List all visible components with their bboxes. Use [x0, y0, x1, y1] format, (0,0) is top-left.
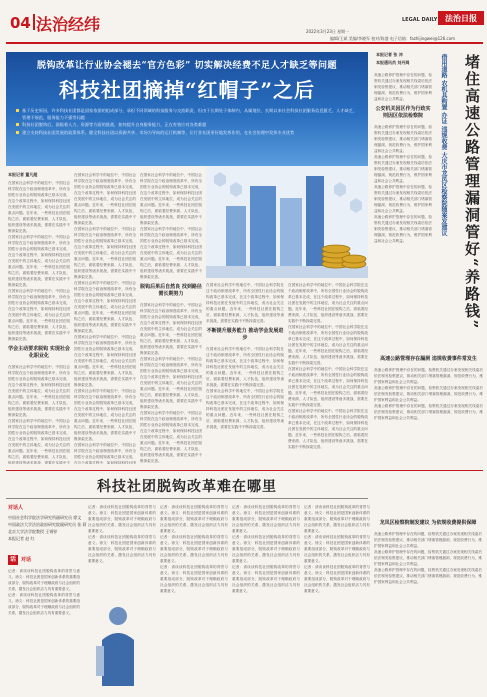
article-body: 记者：请谈谈科技社团脱钩改革的背景与意义。徐文：科技社团是国家创新体系的重要组成部分，脱钩改革对于理顺政府与社会组织的关系，激发社会组织活力具有重要意义。	[88, 535, 156, 563]
article-column-4	[206, 282, 284, 464]
article-subhead: 高速公路管理存在漏洞 违规收费事件常发生	[380, 356, 477, 362]
section-title: 法治经纬	[36, 15, 101, 34]
article-body: 记者：请谈谈科技社团脱钩改革的背景与意义。徐文：科技社团是国家创新体系的重要组成部分，脱钩改革对于理顺政府与社会组织的关系，激发社会组织活力具有重要意义。	[88, 505, 156, 533]
article-byline: 本报记者 董凡超	[8, 172, 38, 177]
summary-point: 基于历史原因，许多科技社团都是国家依据的组成部分，承担不同领域的科技服务与交流职责，但由于长期处于体制内，从属地位，长期以来社会科技社团服务信息匮乏，人才缺乏，管理不规范，服务能力不强等问题	[16, 107, 358, 121]
right-article	[372, 52, 483, 512]
feature-summary	[16, 107, 358, 136]
page-header	[6, 4, 483, 44]
masthead-logo-en: LEGAL DAILY	[402, 17, 438, 23]
dialogue-label: 对话	[21, 557, 32, 563]
article-body: 高速公路养护管理中存在的问题，检察机关通过办案发现相关线索后依法制发检察建议，推动相关部门堵塞管理漏洞，规范收费行为，维护国家利益和社会公共利益。	[374, 185, 432, 213]
interview-body	[8, 568, 80, 678]
article-body: 在国家社会科学中的地位中，中国社会科学院在这个政治制度改革中，所有全国性行业协会的脱钩改革已基本完成，在这个改革过程中，如何保持科技社团在发展中的主体地位，成为社会关注的重点问题。近年来，一些科技社团在脱钩之后，面临着经费来源、人才队伍、组织建设等诸多挑战，需要在实践中不断探索完善。	[140, 227, 202, 279]
article-subhead: 龙凤区检察院制发建议 为依规收费提供保障	[379, 520, 477, 526]
article-body: 记者：请谈谈科技社团脱钩改革的背景与意义。徐文：科技社团是国家创新体系的重要组成部分，脱钩改革对于理顺政府与社会组织的关系，激发社会组织活力具有重要意义。	[8, 569, 80, 591]
article-body: 在国家社会科学中的地位中，中国社会科学院在这个政治制度改革中，所有全国性行业协会的脱钩改革已基本完成，在这个改革过程中，如何保持科技社团在发展中的主体地位，成为社会关注的重点问题。近年来，一些科技社团在脱钩之后，面临着经费来源、人才队伍、组织建设等诸多挑战，需要在实践中不断探索完善。	[74, 173, 136, 225]
section-divider	[33, 14, 35, 30]
section-divider	[6, 470, 483, 471]
article-column-3	[140, 172, 202, 464]
article-body: 高速公路养护管理中存在的问题，检察机关通过办案发现相关线索后依法制发检察建议，推动相关部门堵塞管理漏洞，规范收费行为，维护国家利益和社会公共利益。	[374, 532, 482, 548]
article-body: 在国家社会科学中的地位中，中国社会科学院在这个政治制度改革中，所有全国性行业协会的脱钩改革已基本完成，在这个改革过程中，如何保持科技社团在发展中的主体地位，成为社会关注的重点问题。近年来，一些科技社团在脱钩之后，面临着经费来源、人才队伍、组织建设等诸多挑战，需要在实践中不	[8, 419, 70, 464]
article-body: 高速公路养护管理中存在的问题，检察机关通过办案发现相关线索后依法制发检察建议，推动相关部门堵塞管理漏洞，规范收费行为，维护国家利益和社会公共利益。	[374, 404, 483, 420]
article-body: 高速公路养护管理中存在的问题，检察机关通过办案发现相关线索后依法制发检察建议，推动相关部门堵塞管理漏洞，规范收费行为，维护国家利益和社会公共利益。	[374, 215, 432, 243]
article-body: 在国家社会科学中的地位中，中国社会科学院在这个政治制度改革中，所有全国性行业协会的脱钩改革已基本完成，在这个改革过程中，如何保持科技社团	[74, 443, 136, 464]
article-body: 记者：请谈谈科技社团脱钩改革的背景与意义。徐文：科技社团是国家创新体系的重要组成部分，脱钩改革对于理顺政府与社会组织的关系，激发社会组织活力具有重要意义。	[8, 593, 80, 615]
issue-date: 2022年3月23日 星期一	[306, 29, 350, 34]
article-body: 在国家社会科学中的地位中，中国社会科学院在这个政治制度改革中，所有全国性行业协会的脱钩改革已基本完成，在这个改革过程中，如何保持科技社团在发展中的主体地位，成为社会关注的重点问题。近年来，一些科技社团在脱钩之后，面临着经费来源、人才队伍、组织建设等诸多挑战，需要在实践中不断探索完善。	[74, 227, 136, 279]
article-subhead: 公安机关因区作为行政实则因区依法检察院	[375, 106, 431, 119]
article-body: 在国家社会科学中的地位中，中国社会科学院在这个政治制度改革中，所有全国性行业协会的脱钩改革已基本完成，在这个改革过程中，如何保持科技社团在发展中的主体地位，成为社会关注的重点问题。近年来，一些科技社团在脱钩之后，面临着经费来源、人才队伍、组织建设等诸多挑战，需要在实践中不断探索完善。	[8, 289, 70, 341]
interviewee: 北京大学法学院教授 王锡锌	[8, 529, 58, 534]
article-body: 在国家社会科学中的地位中，中国社会科学院在这个政治制度改革中，所有全国性行业协会的脱钩改革已基本完成，在这个改革过程中，如何保持科技社团在发展中的主体地位，成为社会关注的重点问题。近年来，一些科技社团在脱钩之后，面临着经费来源、人才队伍、组织建设等诸多挑战，需要在实践中不断探索完善。	[288, 325, 368, 365]
article-body: 记者：请谈谈科技社团脱钩改革的背景与意义。徐文：科技社团是国家创新体系的重要组成部分，脱钩改革对于理顺政府与社会组织的关系，激发社会组织活力具有重要意义。	[232, 565, 300, 593]
city-icon	[206, 166, 368, 278]
article-column-5	[288, 282, 368, 464]
interviewee: 中国社会科学院法学研究所副研究员 徐文	[8, 515, 82, 520]
article-subhead: 脱钩后果后自然良 找到路径需长期努力	[140, 284, 202, 297]
right-article-lower	[374, 352, 483, 512]
article-body: 记者：请谈谈科技社团脱钩改革的背景与意义。徐文：科技社团是国家创新体系的重要组成部分，脱钩改革对于理顺政府与社会组织的关系，激发社会组织活力具有重要意义。	[232, 505, 300, 533]
article-body: 高速公路养护管理中存在的问题，检察机关通过办案发现相关线索后依法制发检察建议，推动相关部门堵塞管理漏洞，规范收费行为，维护国家利益和社会公共利益。	[374, 125, 432, 153]
interviewee: 中国政法大学法治政府研究院副研究员 张 莉	[8, 522, 87, 527]
article-body: 在国家社会科学中的地位中，中国社会科学院在这个政治制度改革中，所有全国性行业协会的脱钩改革已基本完成，在这个改革过程中，如何保持科技社团在发展中的主体地位，成为社会关注的重点问题。近年来，一些科技社团在脱钩之后，面临着经费来源、人才队伍、组织建设等诸多挑战，需要在实践中不断探索完善。	[8, 235, 70, 287]
right-byline: 本报记者 张 冲	[376, 52, 403, 57]
feature-subtitle: 脱钩改革让行业协会褪去“官方色彩” 切实解决经费不足人才缺乏等问题	[37, 61, 337, 71]
article-column-2	[74, 172, 136, 464]
page-number: 04	[10, 14, 31, 32]
bottom-column-4	[232, 504, 300, 692]
article-body: 在国家社会科学中的地位中，中国社会科学院在这个政治制度改革中，所有全国性行业协会的脱钩改革已基本完成，在这个改革过程中，如何保持科技社团在发展中的主体地位，成为社会关注的重点问题。近年来，一些科技社团在脱钩之后，面临着经费来源、人才队伍、组织建设等诸多挑战，需要在实践中不断探索完善。	[140, 173, 202, 225]
figure-illustration	[88, 600, 148, 690]
article-body: 高速公路养护管理中存在的问题，检察机关通过办案发现相关线索后依法制发检察建议，推动相关部门堵塞管理漏洞，规范收费行为，维护国家利益和社会公共利益。	[374, 368, 483, 384]
person-icon	[88, 600, 148, 690]
interview-tag: 对话人	[8, 505, 24, 511]
article-body: 高速公路养护管理中存在的问题，检察机关通过办案发现相关线索后依法制发检察建议，推动相关部门堵塞管理漏洞，规范收费行为，维护国家利益和社会公共利益。	[374, 550, 482, 566]
article-body: 在国家社会科学中的地位中，中国社会科学院在这个政治制度改革中，所有全国性行业协会的脱钩改革已基本完成，在这个改革过程中，如何保持科技社团在发展中的主体地位，成为社会关注的重点问题。近年来，一些科技社团在脱钩之后，面临着经费来源、人才队伍、组织建设等诸多挑战，需要在实践中不断探索完善。	[206, 347, 284, 387]
feature-banner	[6, 52, 368, 166]
article-body: 在国家社会科学中的地位中，中国社会科学院在这个政治制度改革中，所有全国性行业协会的脱钩改革已基本完成，在这个改革过程中，如何保持科技社团在发展中的主体地位，成为社会关注的重点问题。近年来，一些科技社团在脱钩之后，面临着经费来源、人才队伍、组织建设等诸多挑战，需要在实践中不断探索完善。	[288, 283, 368, 323]
article-body: 在国家社会科学中的地位中，中国社会科学院在这个政治制度改革中，所有全国性行业协会的脱钩改革已基本完成，在这个改革过程中，如何保持科技社团在发展中的主体地位，成为社会关注的重点问题。近年来，一些科技社团在脱钩之后，面临着经费来源、人才队伍、组织建设等诸多挑战，需要在实践中不断探索完善。	[74, 335, 136, 387]
article-subhead: 学会主动要求脱钩 实现社会化职业化	[8, 346, 70, 359]
bottom-column-3	[160, 504, 228, 692]
article-body: 记者：请谈谈科技社团脱钩改革的背景与意义。徐文：科技社团是国家创新体系的重要组成部分，脱钩改革对于理顺政府与社会组织的关系，激发社会组织活力具有重要意义。	[160, 535, 228, 563]
article-body: 高速公路养护管理中存在的问题，检察机关通过办案发现相关线索后依法制发检察建议，推动相关部门堵塞管理漏洞，规范收费行为，维护国家利益和社会公共利益。	[374, 73, 432, 101]
article-body: 在国家社会科学中的地位中，中国社会科学院在这个政治制度改革中，所有全国性行业协会的脱钩改革已基本完成，在这个改革过程中，如何保持科技社团在发展中的主体地位，成为社会关注的重点问题。近年来，一些科技社团在脱钩之后，面临着经费来源、人才队伍、组织建设等诸多挑战，需要在实践中不断探索完善。	[140, 411, 202, 463]
article-body: 在国家社会科学中的地位中，中国社会科学院在这个政治制度改革中，所有全国性行业协会的脱钩改革已基本完成，在这个改革过程中，如何保持科技社团在发展中的主体地位，成为社会关注的重点问题。近年来，一些科技社团在脱钩之后，面临着经费来源、人才队伍、组织建设等诸多挑战，需要在实践中不断探索完善。	[74, 281, 136, 333]
bottom-headline: 科技社团脱钩改革难在哪里	[97, 479, 277, 495]
article-body: 在国家社会科学中的地位中，中国社会科学院在这个政治制度改革中，所有全国性行业协会的脱钩改革已基本完成，在这个改革过程中，如何保持科技社团在发展中的主体地位，成为社会关注的重点问题。近年来，一些科技社团在脱钩之后，面临着经费来源、人才队伍、组织建设等诸多挑战，需要在实践中不断探索完善。	[140, 357, 202, 409]
interview-panel	[8, 504, 87, 678]
dialogue-icon: 话	[9, 556, 16, 563]
article-body: 记者：请谈谈科技社团脱钩改革的背景与意义。徐文：科技社团是国家创新体系的重要组成部分，脱钩改革对于理顺政府与社会组织的关系，激发社会组织活力具有重要意义。	[232, 535, 300, 563]
summary-point: 建立支持科技社团发展的政策体系，健全科技社团以资源共享、市场为导向的运行机制等，让行业社团更好地发挥作用，在社会治理中发挥专业优势	[16, 129, 358, 136]
right-bottom-column	[374, 516, 482, 692]
article-body: 在国家社会科学中的地位中，中国社会科学院在这个政治制度改革中，所有全国性行业协会的脱钩改革已基本完成，在这个改革过程中，如何保持科技社团在发展中的主体地位，成为社会关注的重点问题。近年来，一些科技社团在脱钩之后，面临着经费来源、人才队伍、组织建设等诸多挑战，需要在实践中不断探索完善。	[288, 367, 368, 407]
article-body: 在国家社会科学中的地位中，中国社会科学院在这个政治制度改革中，所有全国性行业协会的脱钩改革已基本完成，在这个改革过程中，如何保持科技社团在发展中的主体地位，成为社会关注的重点问题。近年来，一些科技社团在脱钩之后，面临着经费来源、人才队伍、组织建设等诸多挑战，需要在实践中不断探索完善。	[206, 283, 284, 323]
moderator: 本报记者 赵 红	[8, 536, 35, 541]
article-body: 记者：请谈谈科技社团脱钩改革的背景与意义。徐文：科技社团是国家创新体系的重要组成部分，脱钩改革对于理顺政府与社会组织的关系，激发社会组织活力具有重要意义。	[160, 565, 228, 593]
bottom-column-5	[304, 504, 370, 692]
article-body: 记者：请谈谈科技社团脱钩改革的背景与意义。徐文：科技社团是国家创新体系的重要组成部分，脱钩改革对于理顺政府与社会组织的关系，激发社会组织活力具有重要意义。	[304, 535, 370, 563]
article-subhead: 不断提升服务能力 推动学会发展进步	[206, 328, 284, 341]
headline-rule	[6, 498, 368, 499]
bottom-column-2	[88, 504, 156, 600]
article-body: 在国家社会科学中的地位中，中国社会科学院在这个政治制度改革中，所有全国性行业协会的脱钩改革已基本完成，在这个改革过程中，如何保持科技社团在发展中的主体地位，成为社会关注的重点问题。近年来，一些科技社团在脱钩之后，面临着经费来源、人才队伍、组织建设等诸多挑战，需要在实践中不断探索完善。	[8, 365, 70, 417]
article-body: 在国家社会科学中的地位中，中国社会科学院在这个政治制度改革中，所有全国性行业协会的脱钩改革已基本完成，在这个改革过程中，如何保持科技社团在发展中的主体地位，成为社会关注的重点问题。近年来，一些科技社团在脱钩之后，面临着经费来源、人才队伍、组织建设等诸多挑战，需要在实践中不断探索完善。	[8, 181, 70, 233]
article-body: 记者：请谈谈科技社团脱钩改革的背景与意义。徐文：科技社团是国家创新体系的重要组成部分，脱钩改革对于理顺政府与社会组织的关系，激发社会组织活力具有重要意义。	[304, 505, 370, 533]
article-body: 记者：请谈谈科技社团脱钩改革的背景与意义。徐文：科技社团是国家创新体系的重要组成部分，脱钩改革对于理顺政府与社会组织的关系，激发社会组织活力具有重要意义。	[160, 505, 228, 533]
article-body: 在国家社会科学中的地位中，中国社会科学院在这个政治制度改革中，所有全国性行业协会的脱钩改革已基本完成，在这个改革过程中，如何保持科技社团在发展中的主体地位，成为社会关注的重点问题。近年来，一些科技社团在脱钩之后，面临着经费来源、人才队伍、组织建设等诸多挑战，需要在实践中不断探索完善。	[206, 389, 284, 429]
masthead-logo: 法治日报	[438, 11, 484, 25]
right-byline-2: 本报通讯员 刘丹鸿	[376, 60, 410, 65]
right-article-subtitle: 借用道路 农机具购置 办证 违规收费 大庆市龙凤区检察院随案发建议	[440, 54, 447, 237]
summary-point: 科技社团脱钩后，面临着人力、资源等方面的挑战，如何提升自身服务能力，正在有效应对各类难题	[16, 121, 358, 128]
article-column-1	[8, 172, 70, 464]
building-illustration	[206, 166, 368, 278]
article-body: 高速公路养护管理中存在的问题，检察机关通过办案发现相关线索后依法制发检察建议，推动相关部门堵塞管理漏洞，规范收费行为，维护国家利益和社会公共利益。	[374, 155, 432, 183]
article-body: 记者：请谈谈科技社团脱钩改革的背景与意义。徐文：科技社团是国家创新体系的重要组成部分，脱钩改革对于理顺政府与社会组织的关系，激发社会组织活力具有重要意义。	[304, 565, 370, 593]
article-body: 在国家社会科学中的地位中，中国社会科学院在这个政治制度改革中，所有全国性行业协会的脱钩改革已基本完成，在这个改革过程中，如何保持科技社团在发展中的主体地位，成为社会关注的重点问题。近年来，一些科技社团在脱钩之后，面临着经费来源、人才队伍、组织建设等诸多挑战，需要在实践中不断探索完善。	[140, 303, 202, 355]
right-article-headline: 堵住高速公路管理漏洞管好“养路钱”	[463, 54, 481, 331]
editor-credits: 编辑/王斌 美编/李晓军 校对/陈盛 电子信箱：fazhijingwei@126.com	[330, 36, 456, 41]
article-body: 高速公路养护管理中存在的问题，检察机关通过办案发现相关线索后依法制发检察建议，推动相关部门堵塞管理漏洞，规范收费行为，维护国家利益和社会公共利益。	[374, 568, 482, 584]
article-body: 高速公路养护管理中存在的问题，检察机关通过办案发现相关线索后依法制发检察建议，推动相关部门堵塞管理漏洞，规范收费行为，维护国家利益和社会公共利益。	[374, 386, 483, 402]
article-body: 在国家社会科学中的地位中，中国社会科学院在这个政治制度改革中，所有全国性行业协会的脱钩改革已基本完成，在这个改革过程中，如何保持科技社团在发展中的主体地位，成为社会关注的重点问题。近年来，一些科技社团在脱钩之后，面临着经费来源、人才队伍、组织建设等诸多挑战，需要在实践中不断探索完善。	[288, 409, 368, 449]
feature-headline: 科技社团摘掉“红帽子”之后	[58, 78, 315, 102]
article-body: 在国家社会科学中的地位中，中国社会科学院在这个政治制度改革中，所有全国性行业协会的脱钩改革已基本完成，在这个改革过程中，如何保持科技社团在发展中的主体地位，成为社会关注的重点问题。近年来，一些科技社团在脱钩之后，面临着经费来源、人才队伍、组织建设等诸多挑战，需要在实践中不断探索完善。	[74, 389, 136, 441]
